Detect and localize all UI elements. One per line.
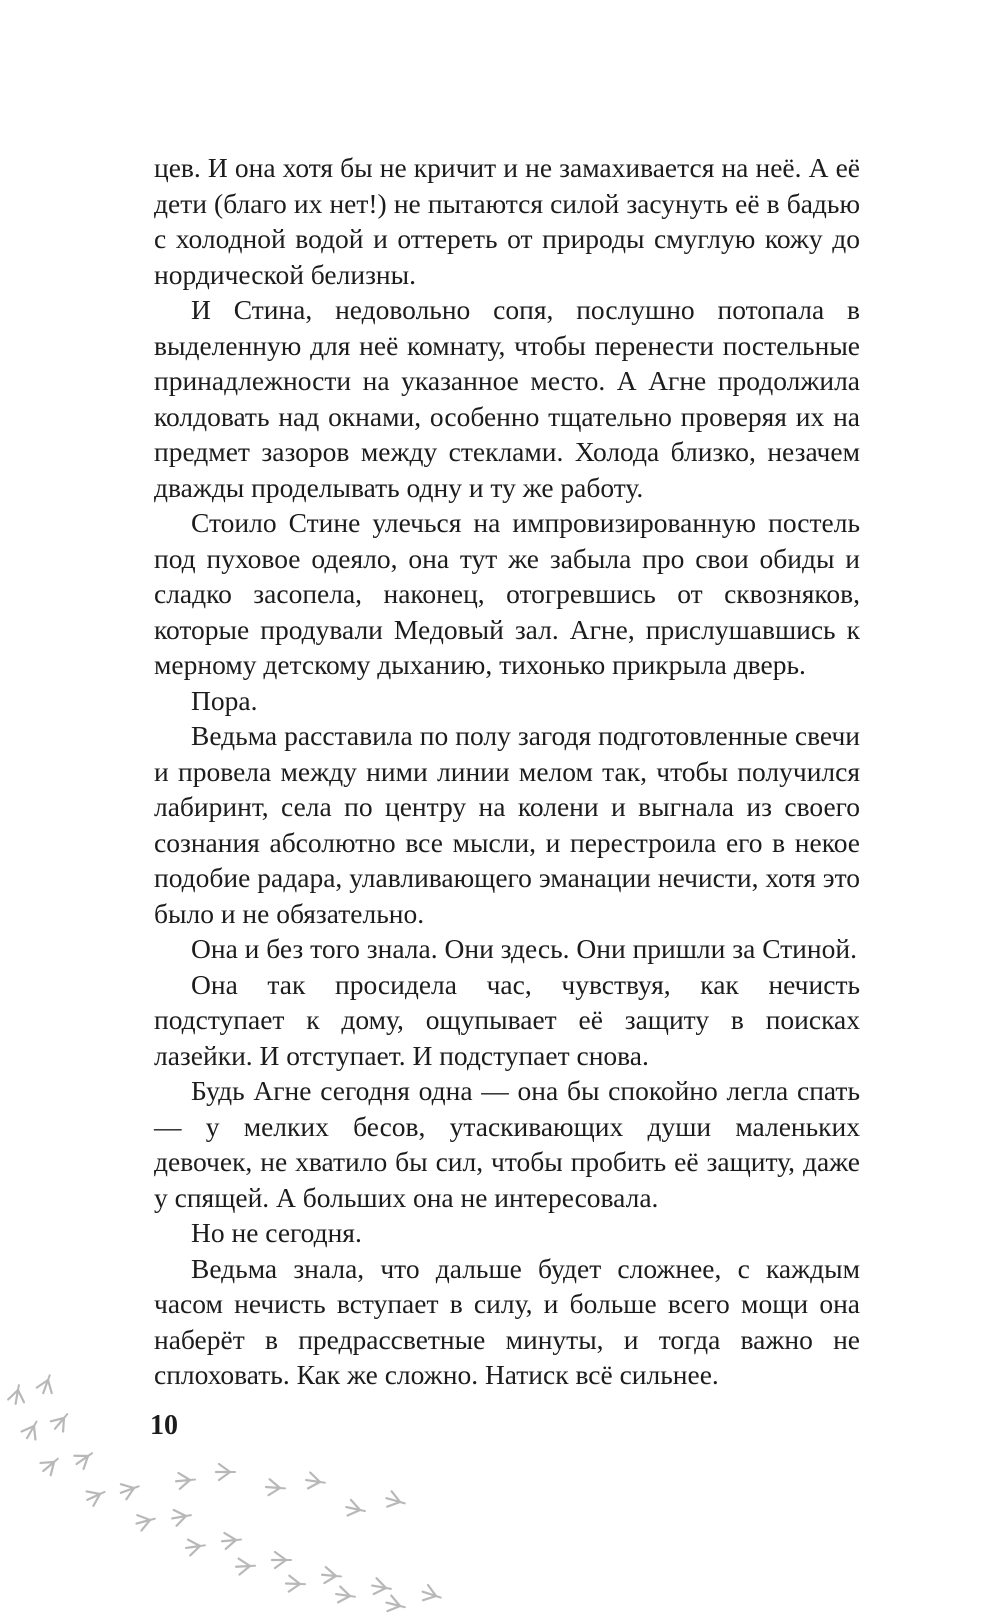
paragraph-3: Стоило Стине улечься на импровизированную постель под пуховое одеяло, она тут же забыла про свои обиды и сладко засопела, наконец, отогревшись от сквозняков, которые продували Медовый зал. Агне, прислушавшись к мерному детскому дыханию, тихонько прикрыла дверь.	[154, 507, 860, 680]
bird-tracks-ornament-icon	[0, 1370, 480, 1616]
body-text	[154, 150, 860, 1393]
paragraph-4: Пора.	[191, 684, 258, 716]
paragraph-8: Будь Агне сегодня одна — она бы спокойно легла спать — у мелких бесов, утаскивающих души маленьких девочек, не хватило бы сил, чтобы пробить её защиту, даже у спящей. А больших она не интересовала.	[154, 1075, 860, 1213]
paragraph-2: И Стина, недовольно сопя, послушно потопала в выделенную для неё комнату, чтобы перенести постельные принадлежности на указанное место. А Агне продолжила колдовать над окнами, особенно тщательно проверяя их на предмет зазоров между стеклами. Холода близко, незачем дважды проделывать одну и ту же работу.	[154, 294, 860, 503]
paragraph-10: Ведьма знала, что дальше будет сложнее, с каждым часом нечисть вступает в силу, и больше всего мощи она наберёт в предрассветные минуты, и тогда важно не сплоховать. Как же сложно. Натиск всё сильнее.	[154, 1252, 860, 1390]
paragraph-7: Она так просидела час, чувствуя, как нечисть подступает к дому, ощупывает её защиту в поисках лазейки. И отступает. И подступает снова.	[154, 968, 860, 1071]
paragraph-9: Но не сегодня.	[191, 1217, 362, 1248]
paragraph-6: Она и без того знала. Они здесь. Они пришли за Стиной.	[191, 933, 857, 964]
paragraph-5: Ведьма расставила по полу загодя подготовленные свечи и провела между ними линии мелом так, чтобы получился лабиринт, села по центру на колени и выгнала из своего сознания абсолютно все мысли, и перестроила его в некое подобие радара, улавливающего эманации нечисти, хотя это было и не обязательно.	[154, 720, 860, 929]
paragraph-1: цев. И она хотя бы не кричит и не замахивается на неё. А её дети (благо их нет!) не пытаются силой засунуть её в бадью с холодной водой и оттереть от природы смуглую кожу до нордической белизны.	[154, 152, 860, 290]
page-number: 10	[150, 1410, 178, 1441]
